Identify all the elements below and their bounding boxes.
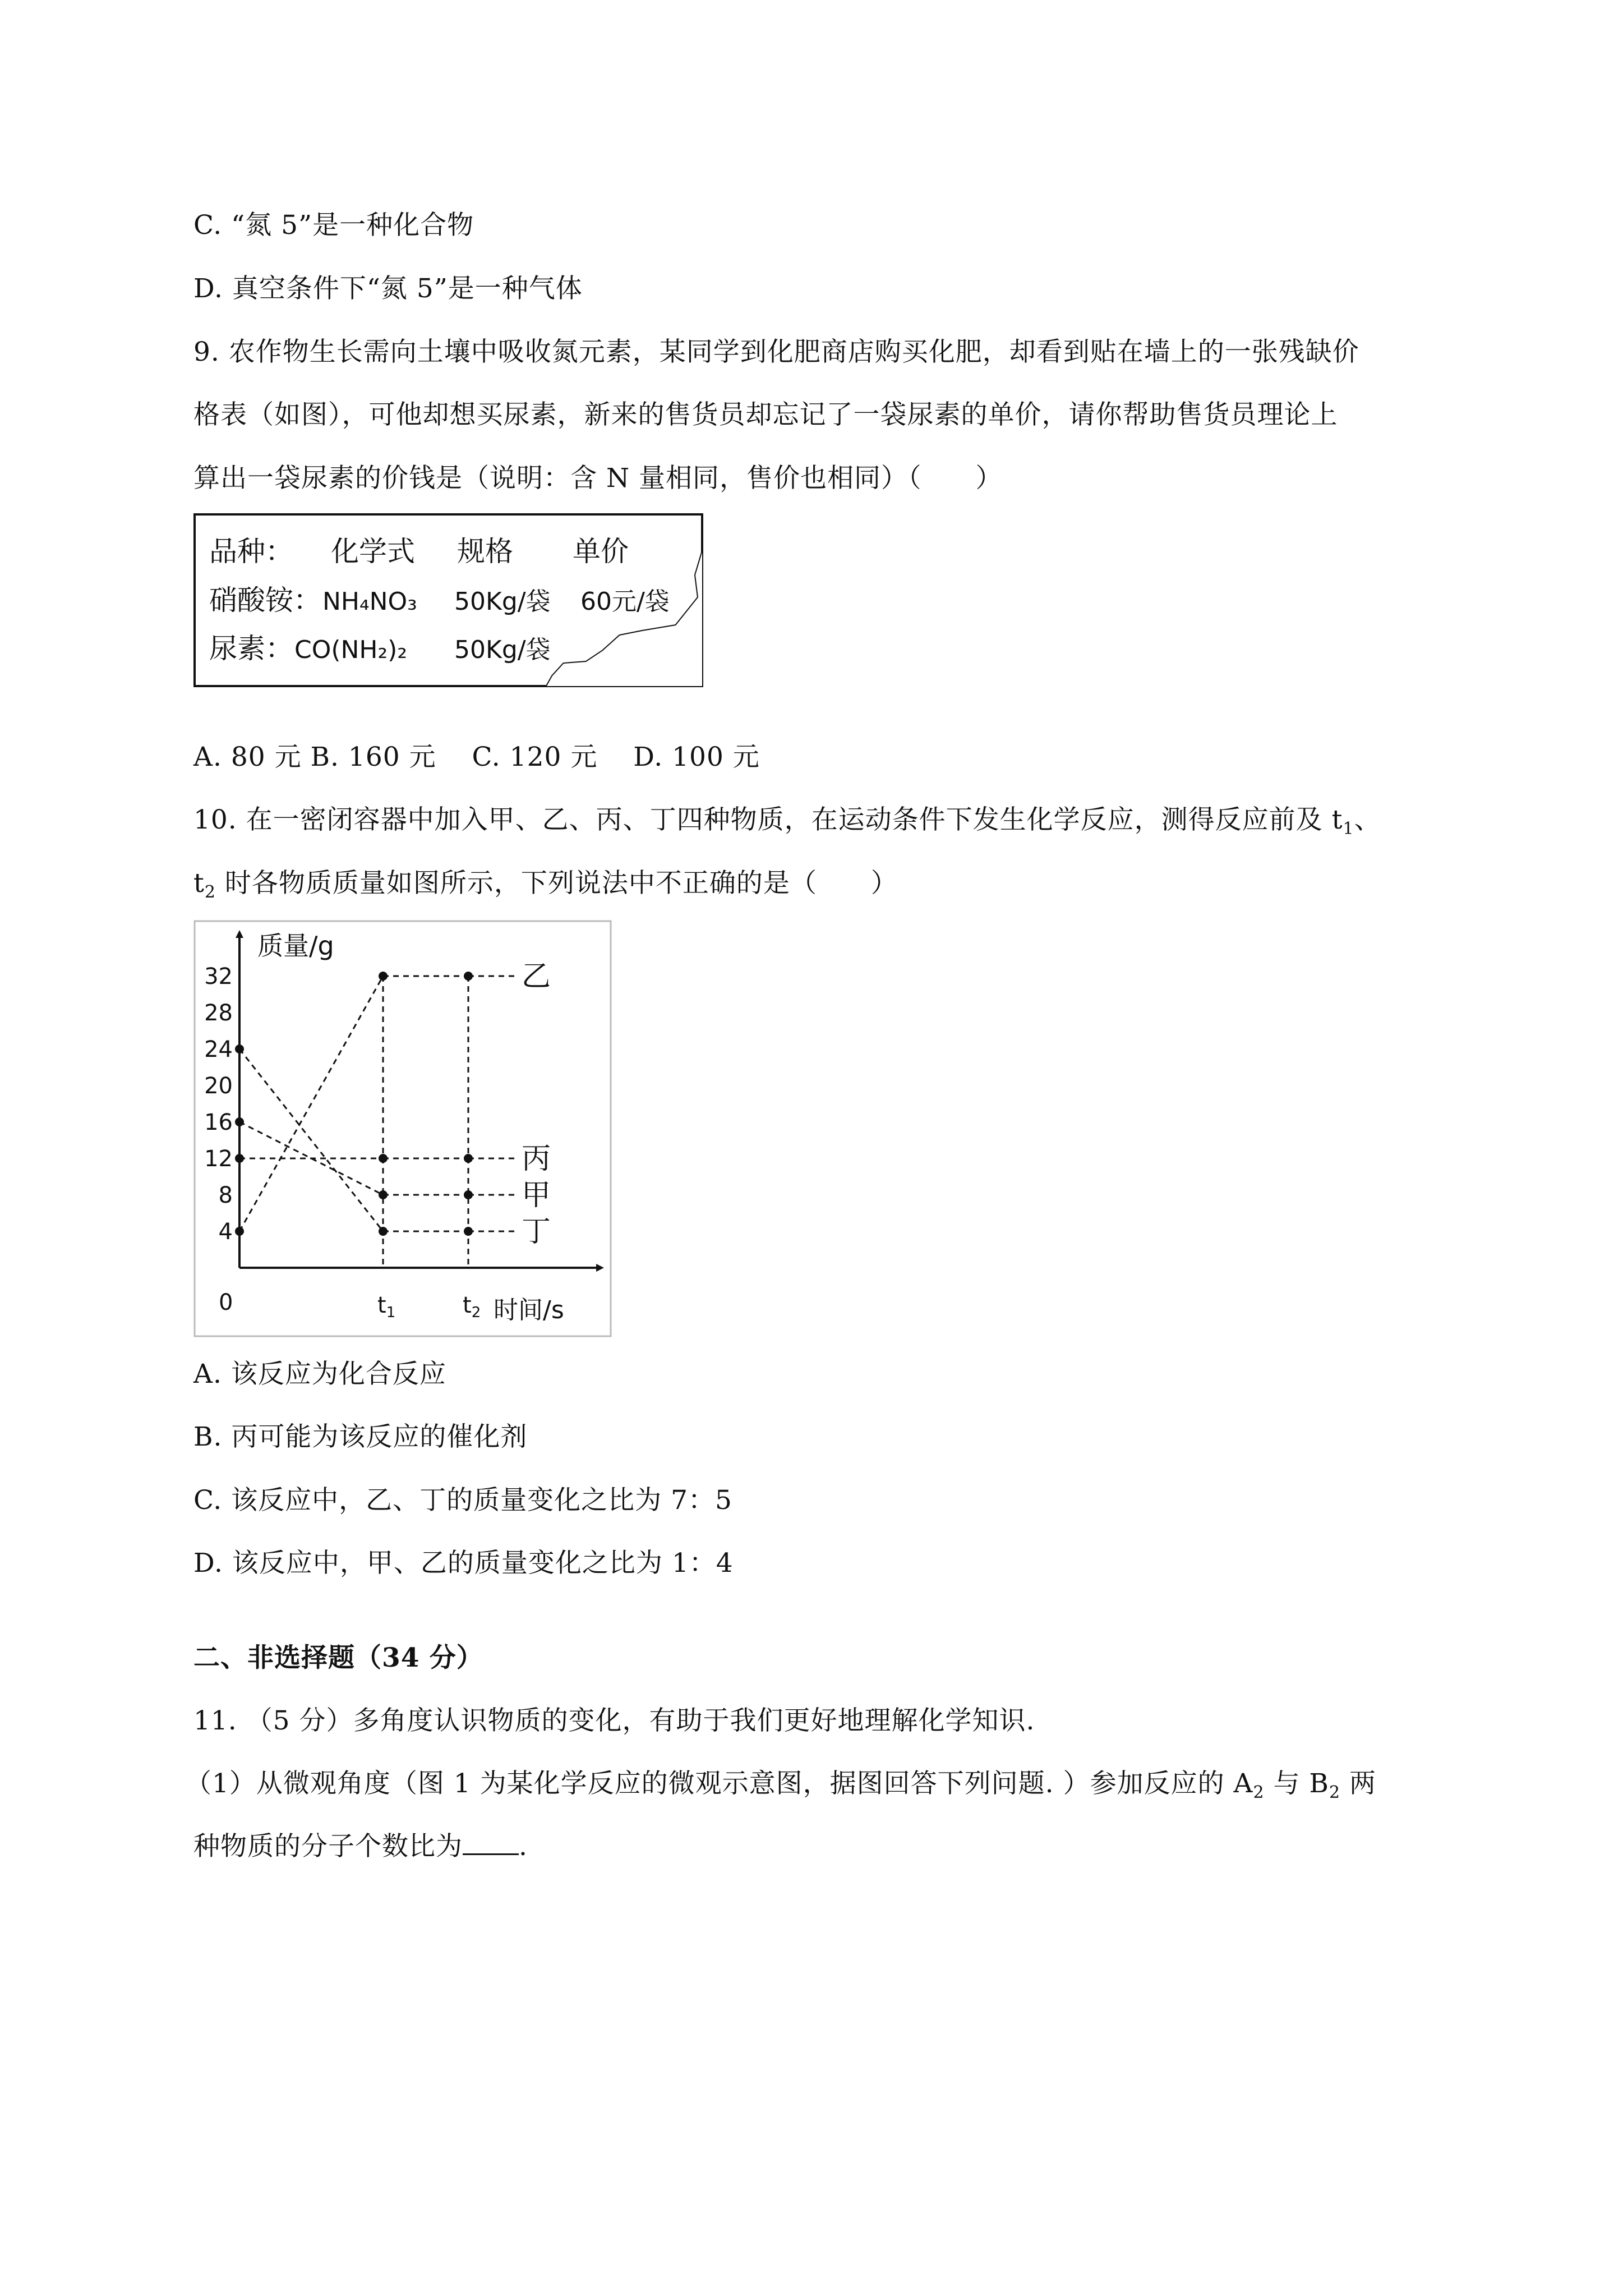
row2-spec: 50Kg/袋 [454, 636, 551, 664]
q8-option-d: D. 真空条件下“氮 5”是一种气体 [193, 273, 583, 304]
q10-stem-line-2: $t_2$ 时各物质质量如图所示，下列说法中不正确的是（ ） [193, 868, 898, 902]
x-axis-label: 时间/s [494, 1296, 564, 1324]
series-point-3 [379, 1190, 388, 1199]
q10-option-a: A. 该反应为化合反应 [193, 1359, 446, 1389]
q8-option-c: C. “氮 5”是一种化合物 [193, 210, 474, 241]
price-table-figure [193, 513, 709, 690]
series-line-4 [239, 1049, 383, 1231]
q11-part1-line-1: （1）从微观角度（图 1 为某化学反应的微观示意图，据图回答下列问题. ）参加反应的 $A_2$ 与 $B_2$ 两 [185, 1768, 1377, 1802]
x-tick-label: $t_2$ [463, 1292, 481, 1321]
q10-option-b: B. 丙可能为该反应的催化剂 [193, 1421, 528, 1452]
y-tick-label: 32 [204, 964, 233, 990]
row1-variety: 硝酸铵： [209, 584, 321, 616]
answer-blank[interactable] [463, 1831, 519, 1855]
row2-variety: 尿素： [209, 632, 293, 665]
series-label-2: 丙 [522, 1142, 551, 1176]
y-tick-label: 16 [204, 1110, 233, 1135]
series-point-4 [464, 1227, 473, 1236]
y-tick-label: 12 [204, 1146, 233, 1172]
y-tick-label: 8 [218, 1182, 233, 1208]
series-point-4 [379, 1227, 388, 1236]
row2-formula: CO(NH₂)₂ [294, 636, 407, 664]
q9-stem-line-3: 算出一袋尿素的价钱是（说明：含 N 量相同，售价也相同）（ ） [193, 463, 1003, 494]
q9-stem-line-2: 格表（如图），可他却想买尿素，新来的售货员却忘记了一袋尿素的单价，请你帮助售货员理论上 [193, 399, 1338, 430]
x-tick-label: $t_1$ [377, 1292, 396, 1321]
series-point-2 [379, 1154, 388, 1163]
series-point-1 [235, 1227, 244, 1236]
q9-options: A. 80 元 B. 160 元 C. 120 元 D. 100 元 [193, 742, 760, 772]
mass-time-chart [193, 920, 614, 1341]
price-table-header [209, 535, 629, 568]
q9-stem-line-1: 9. 农作物生长需向土壤中吸收氮元素，某同学到化肥商店购买化肥，却看到贴在墙上的一张残缺价 [193, 337, 1359, 367]
series-point-1 [464, 972, 473, 981]
q10-option-d: D. 该反应中，甲、乙的质量变化之比为 1：4 [193, 1548, 734, 1579]
series-label-4: 丁 [522, 1215, 551, 1249]
y-tick-label: 24 [204, 1037, 233, 1062]
origin-label: 0 [219, 1290, 233, 1315]
header-formula: 化学式 [331, 535, 415, 568]
series-point-2 [235, 1154, 244, 1163]
series-line-1 [239, 976, 383, 1231]
price-table-row-ammonium-nitrate [209, 584, 670, 616]
header-price: 单价 [573, 535, 629, 568]
header-spec: 规格 [457, 535, 513, 568]
q11-stem: 11. （5 分）多角度认识物质的变化，有助于我们更好地理解化学知识. [193, 1705, 1035, 1736]
y-tick-label: 28 [204, 1000, 233, 1026]
section-heading: 二、非选择题（34 分） [193, 1642, 483, 1673]
series-point-1 [379, 972, 388, 981]
series-point-3 [235, 1117, 244, 1126]
y-tick-label: 20 [204, 1073, 233, 1099]
series-point-2 [464, 1154, 473, 1163]
series-label-3: 甲 [522, 1179, 551, 1212]
row1-spec: 50Kg/袋 [454, 587, 551, 616]
y-axis-label: 质量/g [257, 931, 334, 961]
q10-stem-line-1: 10. 在一密闭容器中加入甲、乙、丙、丁四种物质，在运动条件下发生化学反应，测得反应前及 $t_1$、 [193, 804, 1381, 839]
q10-option-c: C. 该反应中，乙、丁的质量变化之比为 7：5 [193, 1485, 732, 1516]
row1-price: 60元/袋 [580, 587, 670, 616]
q11-part1-line-2: 种物质的分子个数比为 . [193, 1831, 528, 1862]
series-point-4 [235, 1045, 244, 1053]
header-variety: 品种： [209, 535, 293, 568]
series-point-3 [464, 1190, 473, 1199]
price-table-row-urea [209, 632, 551, 665]
row1-formula: NH₄NO₃ [322, 587, 417, 616]
series-label-1: 乙 [522, 960, 551, 993]
y-tick-label: 4 [218, 1219, 233, 1245]
